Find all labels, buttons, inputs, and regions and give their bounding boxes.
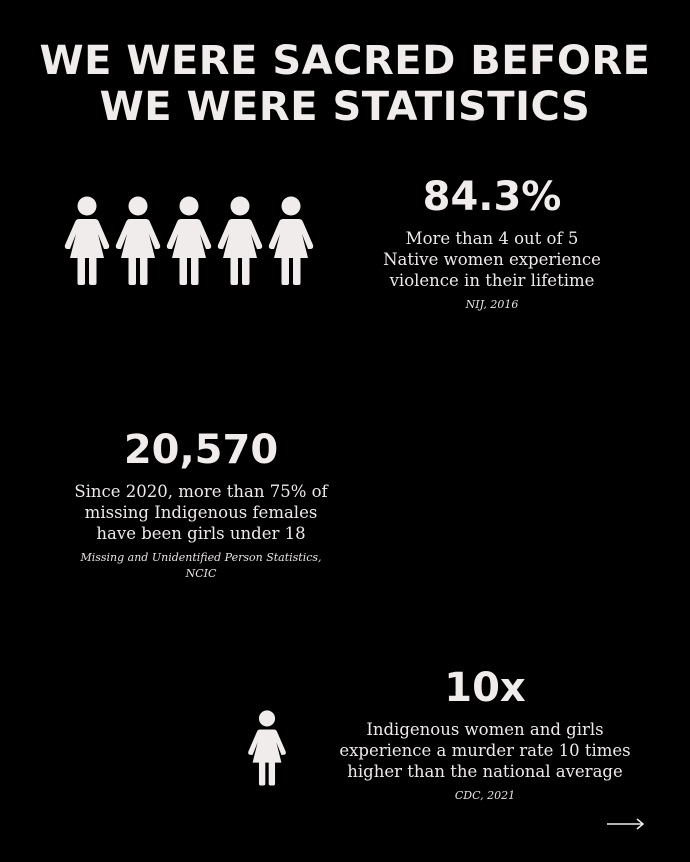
title-line-1: WE WERE SACRED BEFORE <box>39 38 651 84</box>
stat-source <box>356 297 628 313</box>
stat-value: 10x <box>444 665 526 711</box>
next-arrow-button[interactable] <box>606 816 646 835</box>
stat-desc-line: More than 4 out of 5 <box>405 229 579 248</box>
stat-missing <box>50 427 352 582</box>
woman-icon <box>167 197 211 286</box>
stat-source-line: NCIC <box>185 567 217 580</box>
stat-description <box>356 228 628 291</box>
stat-desc-line: Indigenous women and girls <box>366 720 604 739</box>
woman-icon <box>116 197 160 286</box>
stat-desc-line: Native women experience <box>383 250 601 269</box>
stat-source-line: Missing and Unidentified Person Statistics, <box>80 551 322 564</box>
stat-desc-line: violence in their lifetime <box>389 271 595 290</box>
stat-value: 84.3% <box>422 174 562 220</box>
woman-icon <box>244 710 290 788</box>
woman-icon <box>269 197 313 286</box>
woman-figures-group <box>64 196 316 288</box>
stat-source-line: NIJ, 2016 <box>465 298 519 311</box>
woman-figures <box>64 196 316 288</box>
page-title <box>0 38 690 130</box>
stat-violence <box>356 174 628 313</box>
single-woman-figure <box>244 710 290 788</box>
woman-icon <box>65 197 109 286</box>
stat-description <box>326 719 644 782</box>
title-line-2: WE WERE STATISTICS <box>99 84 591 130</box>
stat-desc-line: higher than the national average <box>347 762 623 781</box>
stat-desc-line: missing Indigenous females <box>84 503 318 522</box>
stat-desc-line: experience a murder rate 10 times <box>339 741 631 760</box>
stat-desc-line: have been girls under 18 <box>96 524 306 543</box>
stat-source <box>326 788 644 804</box>
stat-source <box>50 550 352 582</box>
arrow-right-icon <box>606 817 646 831</box>
stat-description <box>50 481 352 544</box>
stat-value: 20,570 <box>123 427 279 473</box>
stat-murder-rate <box>326 665 644 804</box>
stat-desc-line: Since 2020, more than 75% of <box>74 482 328 501</box>
woman-icon <box>218 197 262 286</box>
stat-source-line: CDC, 2021 <box>454 789 516 802</box>
